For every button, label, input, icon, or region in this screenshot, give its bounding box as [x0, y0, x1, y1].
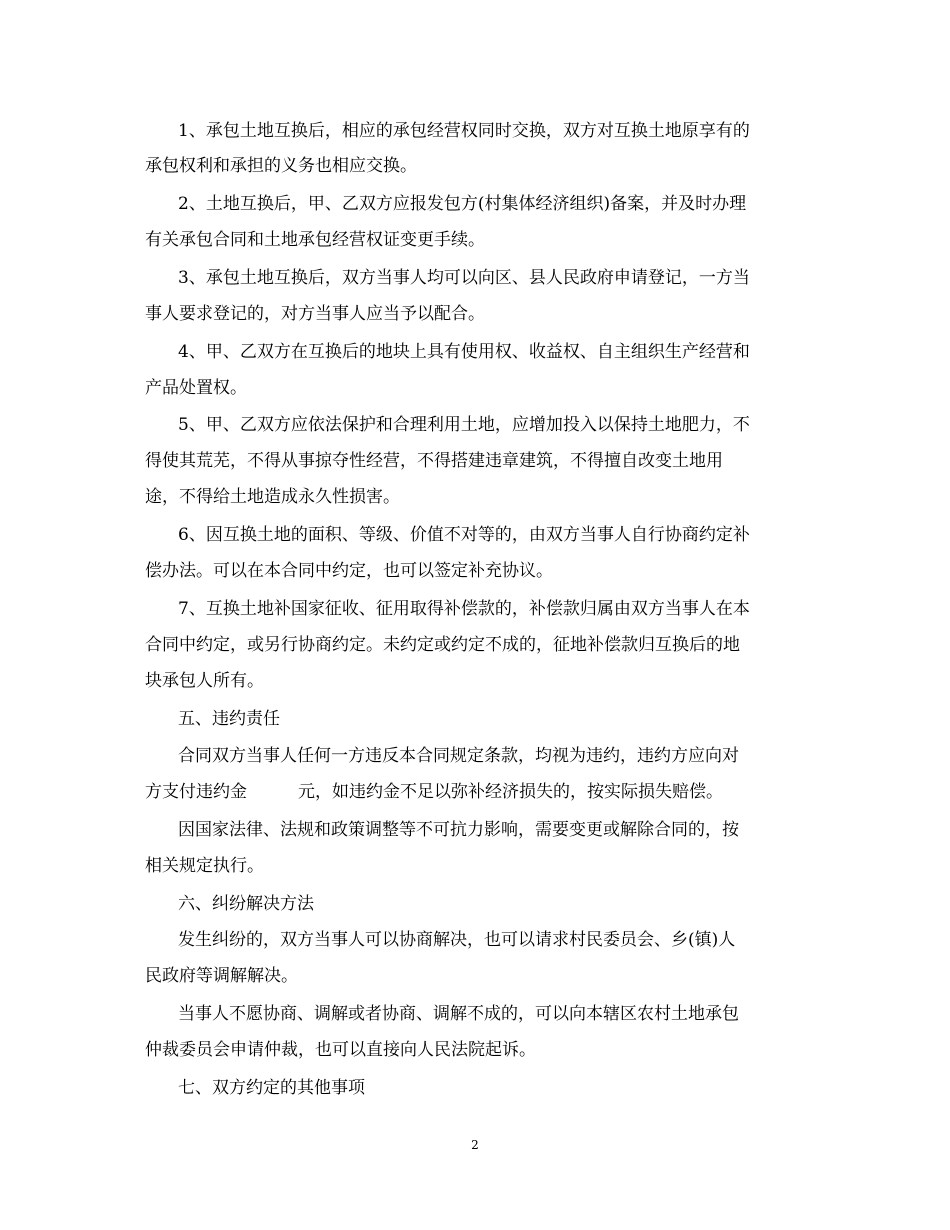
breach-para-1-line-1: 合同双方当事人任何一方违反本合同规定条款，均视为违约，违约方应向对 [178, 746, 739, 766]
section-heading-other: 七、双方约定的其他事项 [178, 1078, 365, 1098]
clause-4-line-1: 4、甲、乙双方在互换后的地块上具有使用权、收益权、自主组织生产经营和 [178, 342, 750, 362]
section-heading-dispute: 六、纠纷解决方法 [178, 894, 314, 914]
clause-2-line-1: 2、土地互换后，甲、乙双方应报发包方(村集体经济组织)备案，并及时办理 [178, 194, 747, 214]
breach-para-2-line-1: 因国家法律、法规和政策调整等不可抗力影响，需要变更或解除合同的，按 [178, 820, 739, 840]
clause-7-line-2: 合同中约定，或另行协商约定。未约定或约定不成的，征地补偿款归互换后的地 [145, 635, 740, 655]
clause-7-line-1: 7、互换土地补国家征收、征用取得补偿款的，补偿款归属由双方当事人在本 [178, 599, 750, 619]
breach-para-2-line-2: 相关规定执行。 [145, 856, 264, 876]
clause-5-line-2: 得使其荒芜，不得从事掠夺性经营，不得搭建违章建筑，不得擅自改变土地用 [145, 451, 723, 471]
clause-3-line-1: 3、承包土地互换后，双方当事人均可以向区、县人民政府申请登记，一方当 [178, 268, 750, 288]
section-heading-breach: 五、违约责任 [178, 709, 280, 729]
clause-1-line-2: 承包权利和承担的义务也相应交换。 [145, 156, 417, 176]
clause-7-line-3: 块承包人所有。 [145, 671, 264, 691]
dispute-para-2-line-1: 当事人不愿协商、调解或者协商、调解不成的，可以向本辖区农村土地承包 [178, 1004, 739, 1024]
clause-3-line-2: 事人要求登记的，对方当事人应当予以配合。 [145, 304, 485, 324]
clause-5-line-3: 途，不得给土地造成永久性损害。 [145, 487, 400, 507]
clause-6-line-2: 偿办法。可以在本合同中约定，也可以签定补充协议。 [145, 561, 553, 581]
dispute-para-1-line-2: 民政府等调解解决。 [145, 966, 298, 986]
page-number: 2 [471, 1138, 479, 1152]
clause-6-line-1: 6、因互换土地的面积、等级、价值不对等的，由双方当事人自行协商约定补 [178, 525, 750, 545]
dispute-para-1-line-1: 发生纠纷的，双方当事人可以协商解决，也可以请求村民委员会、乡(镇)人 [178, 930, 736, 950]
clause-1-line-1: 1、承包土地互换后，相应的承包经营权同时交换，双方对互换土地原享有的 [178, 121, 750, 141]
clause-5-line-1: 5、甲、乙双方应依法保护和合理利用土地，应增加投入以保持土地肥力，不 [178, 415, 750, 435]
breach-para-1-line-2: 方支付违约金 元，如违约金不足以弥补经济损失的，按实际损失赔偿。 [145, 782, 723, 802]
clause-4-line-2: 产品处置权。 [145, 378, 247, 398]
clause-2-line-2: 有关承包合同和土地承包经营权证变更手续。 [145, 230, 485, 250]
dispute-para-2-line-2: 仲裁委员会申请仲裁，也可以直接向人民法院起诉。 [145, 1040, 536, 1060]
